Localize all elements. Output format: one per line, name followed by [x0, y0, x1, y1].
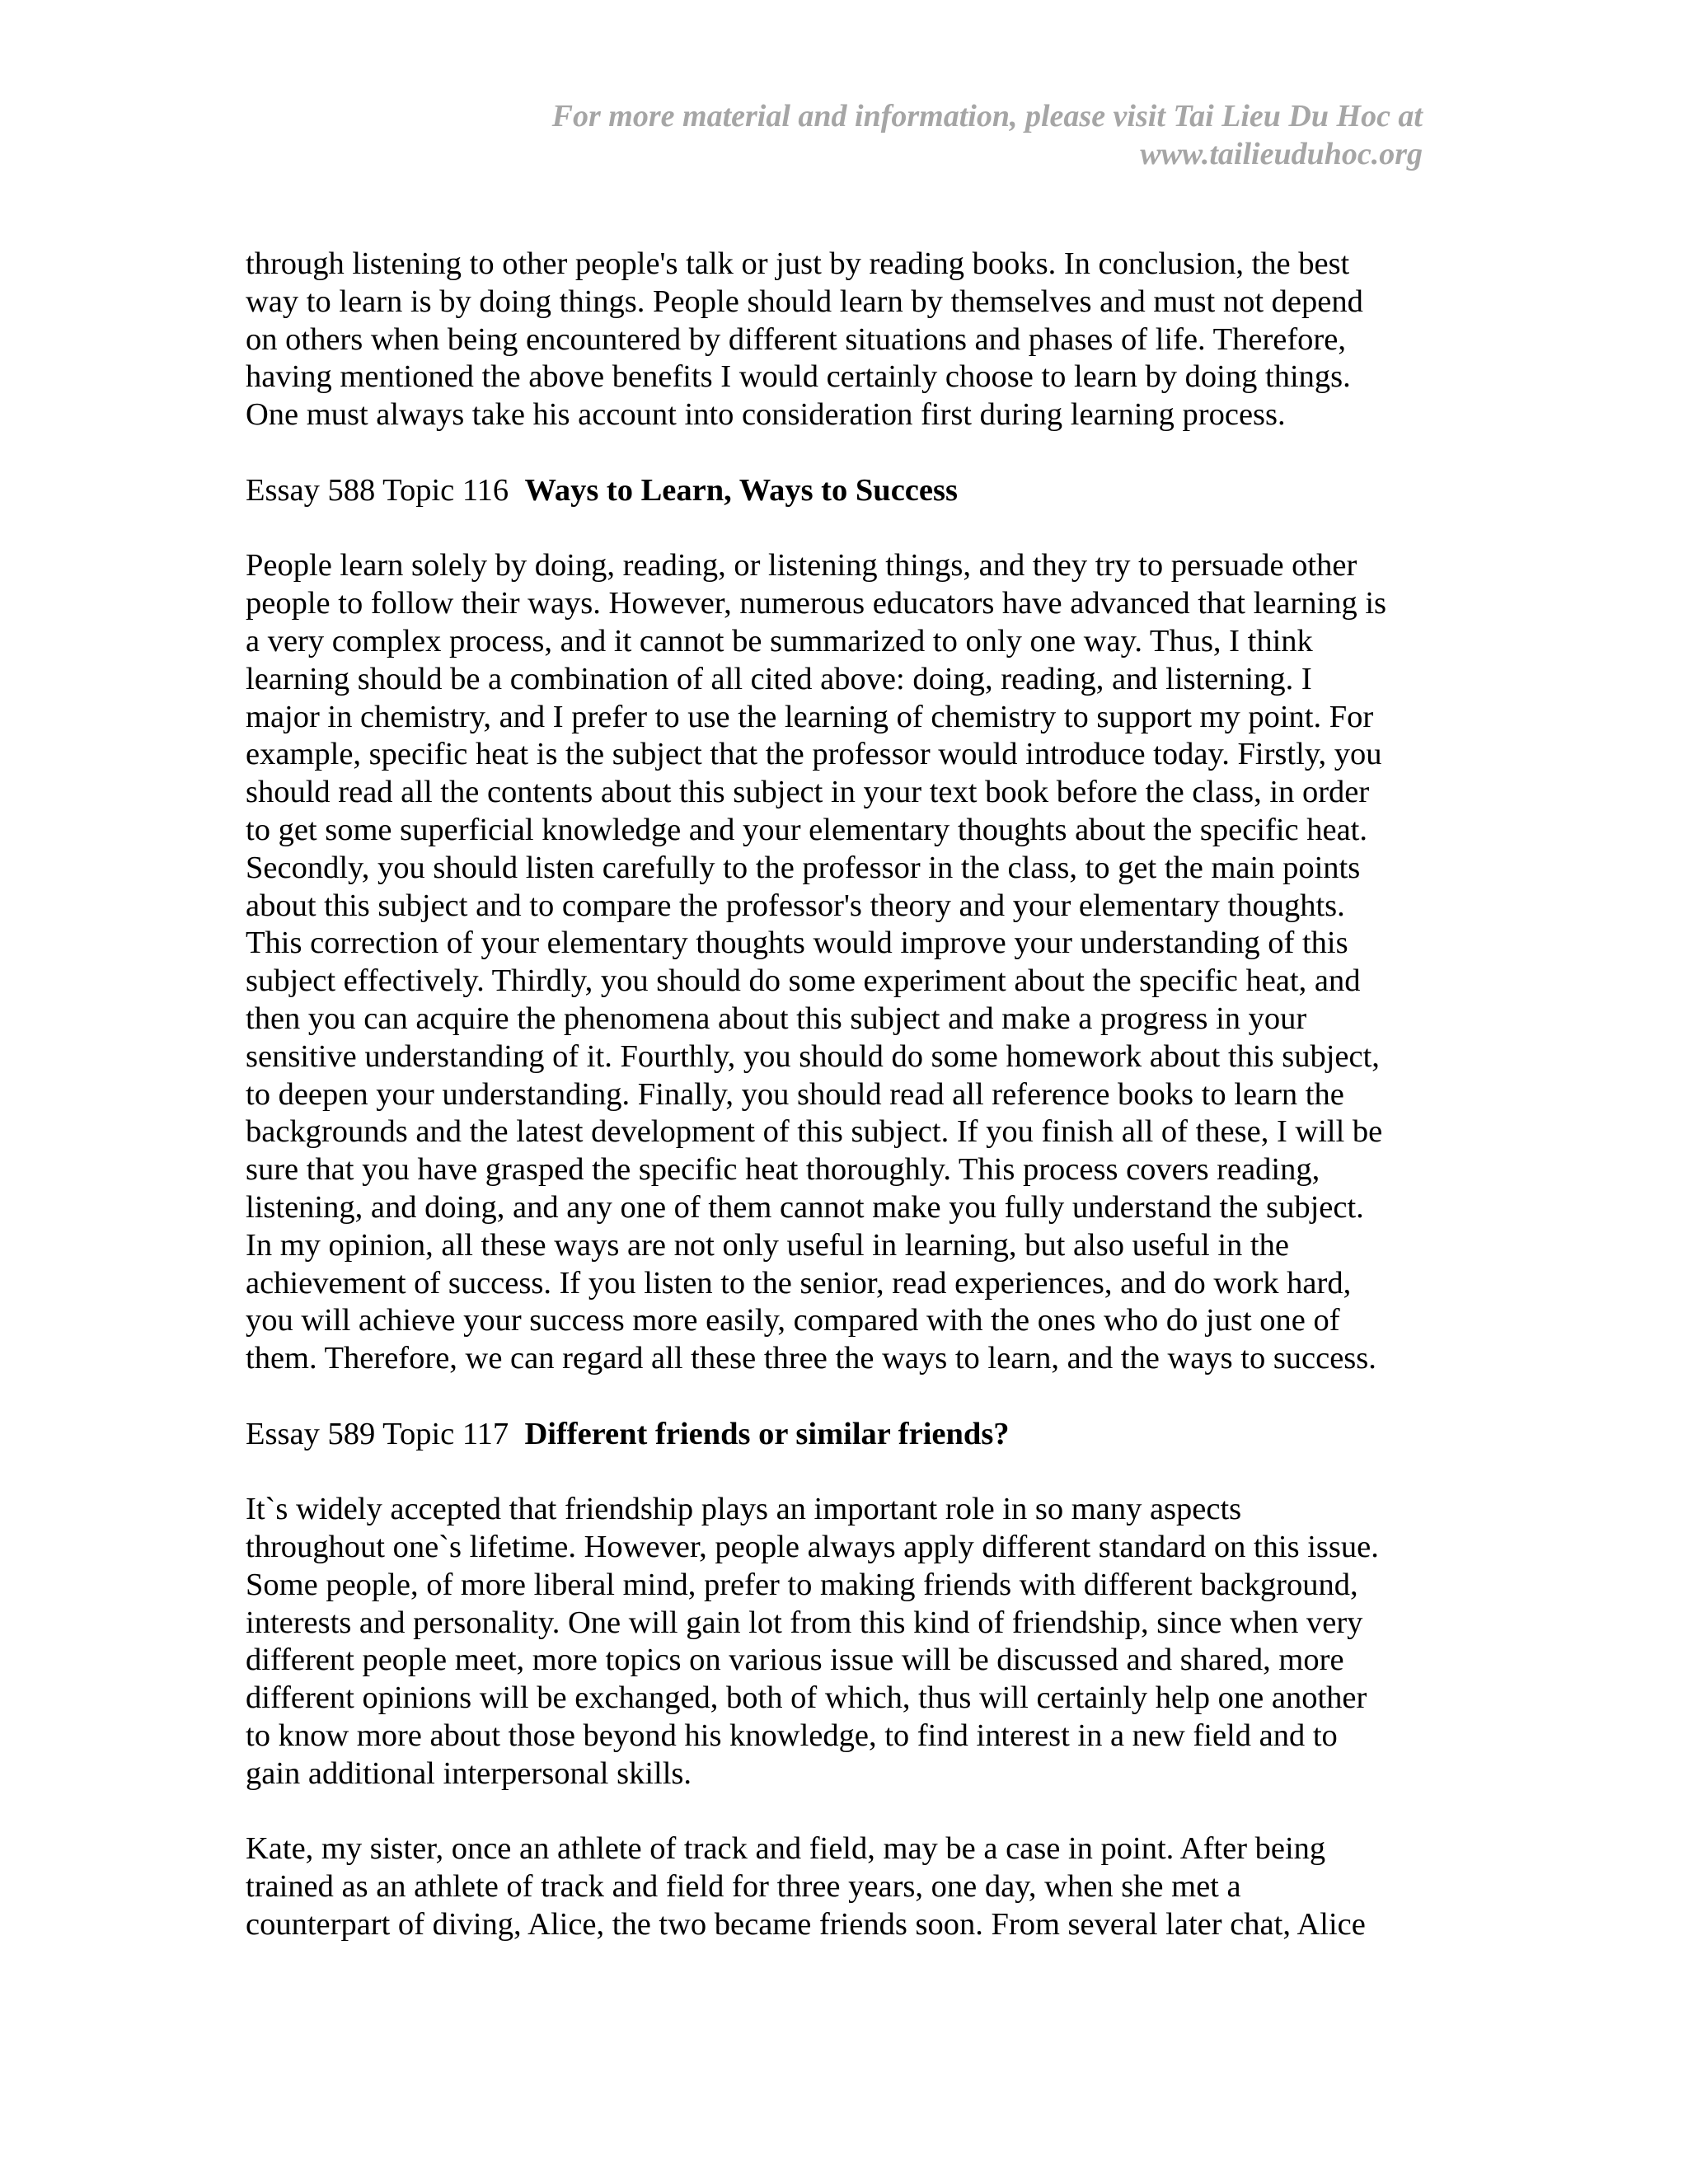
- text-line: sure that you have grasped the specific heat thoroughly. This process covers reading,: [246, 1152, 1320, 1188]
- essay-589-title: Different friends or similar friends?: [524, 1416, 1010, 1451]
- text-line: different opinions will be exchanged, both of which, thus will certainly help one another: [246, 1680, 1367, 1716]
- essay-588-title: Ways to Learn, Ways to Success: [524, 472, 958, 508]
- text-line: This correction of your elementary thoughts would improve your understanding of this: [246, 926, 1348, 961]
- text-line: should read all the contents about this subject in your text book before the class, in order: [246, 775, 1370, 810]
- essay-588-prefix: Essay 588 Topic 116: [246, 472, 509, 508]
- text-line: It`s widely accepted that friendship plays an important role in so many aspects: [246, 1492, 1242, 1527]
- text-line: major in chemistry, and I prefer to use the learning of chemistry to support my point. For: [246, 699, 1374, 734]
- header-line-2: www.tailieuduhoc.org: [1140, 137, 1423, 171]
- essay-589-heading: [246, 1416, 1432, 1454]
- text-line: people to follow their ways. However, numerous educators have advanced that learning is: [246, 586, 1387, 621]
- text-line: One must always take his account into consideration first during learning process.: [246, 397, 1286, 433]
- text-line: a very complex process, and it cannot be summarized to only one way. Thus, I think: [246, 623, 1313, 658]
- text-line: Some people, of more liberal mind, prefer to making friends with different background,: [246, 1567, 1358, 1602]
- text-line: then you can acquire the phenomena about this subject and make a progress in your: [246, 1001, 1307, 1036]
- paragraph-conclusion: [246, 246, 1432, 434]
- header-line-1: For more material and information, please visit Tai Lieu Du Hoc at: [551, 99, 1423, 134]
- text-line: People learn solely by doing, reading, or listening things, and they try to persuade other: [246, 548, 1357, 583]
- text-line: learning should be a combination of all cited above: doing, reading, and listerning. I: [246, 661, 1312, 696]
- text-line: throughout one`s lifetime. However, people always apply different standard on this issue.: [246, 1530, 1379, 1565]
- paragraph-essay-589-intro: [246, 1491, 1432, 1793]
- text-line: Secondly, you should listen carefully to the professor in the class, to get the main points: [246, 850, 1361, 885]
- text-line: gain additional interpersonal skills.: [246, 1755, 692, 1791]
- text-line: trained as an athlete of track and field for three years, one day, when she met a: [246, 1869, 1241, 1905]
- text-line: on others when being encountered by different situations and phases of life. Therefore,: [246, 321, 1346, 357]
- text-line: interests and personality. One will gain lot from this kind of friendship, since when very: [246, 1605, 1363, 1640]
- text-line: listening, and doing, and any one of them cannot make you fully understand the subject.: [246, 1189, 1364, 1225]
- essay-589-prefix: Essay 589 Topic 117: [246, 1416, 509, 1451]
- text-line: achievement of success. If you listen to the senior, read experiences, and do work hard,: [246, 1265, 1352, 1301]
- text-line: In my opinion, all these ways are not only useful in learning, but also useful in the: [246, 1227, 1289, 1263]
- text-line: to deepen your understanding. Finally, you should read all reference books to learn the: [246, 1076, 1344, 1112]
- text-line: backgrounds and the latest development of this subject. If you finish all of these, I will be: [246, 1114, 1383, 1150]
- text-line: having mentioned the above benefits I would certainly choose to learn by doing things.: [246, 359, 1351, 395]
- paragraph-essay-588: [246, 547, 1432, 1378]
- text-line: them. Therefore, we can regard all these three the ways to learn, and the ways to success.: [246, 1341, 1376, 1376]
- text-line: through listening to other people's talk or just by reading books. In conclusion, the best: [246, 246, 1350, 281]
- text-line: about this subject and to compare the professor's theory and your elementary thoughts.: [246, 888, 1345, 923]
- paragraph-essay-589-example: [246, 1830, 1432, 1943]
- text-line: example, specific heat is the subject that the professor would introduce today. Firstly, you: [246, 737, 1382, 772]
- text-line: way to learn is by doing things. People should learn by themselves and must not depend: [246, 284, 1363, 319]
- page-header: [552, 97, 1423, 173]
- text-line: you will achieve your success more easily, compared with the ones who do just one of: [246, 1303, 1340, 1338]
- essay-588-heading: [246, 472, 1432, 510]
- text-line: Kate, my sister, once an athlete of track and field, may be a case in point. After being: [246, 1831, 1326, 1867]
- text-line: to know more about those beyond his knowledge, to find interest in a new field and to: [246, 1718, 1338, 1754]
- text-line: counterpart of diving, Alice, the two became friends soon. From several later chat, Alice: [246, 1907, 1366, 1943]
- text-line: subject effectively. Thirdly, you should do some experiment about the specific heat, and: [246, 963, 1361, 999]
- document-body: [246, 246, 1432, 1982]
- text-line: sensitive understanding of it. Fourthly, you should do some homework about this subject,: [246, 1038, 1380, 1074]
- text-line: to get some superficial knowledge and your elementary thoughts about the specific heat.: [246, 812, 1367, 847]
- text-line: different people meet, more topics on various issue will be discussed and shared, more: [246, 1643, 1344, 1678]
